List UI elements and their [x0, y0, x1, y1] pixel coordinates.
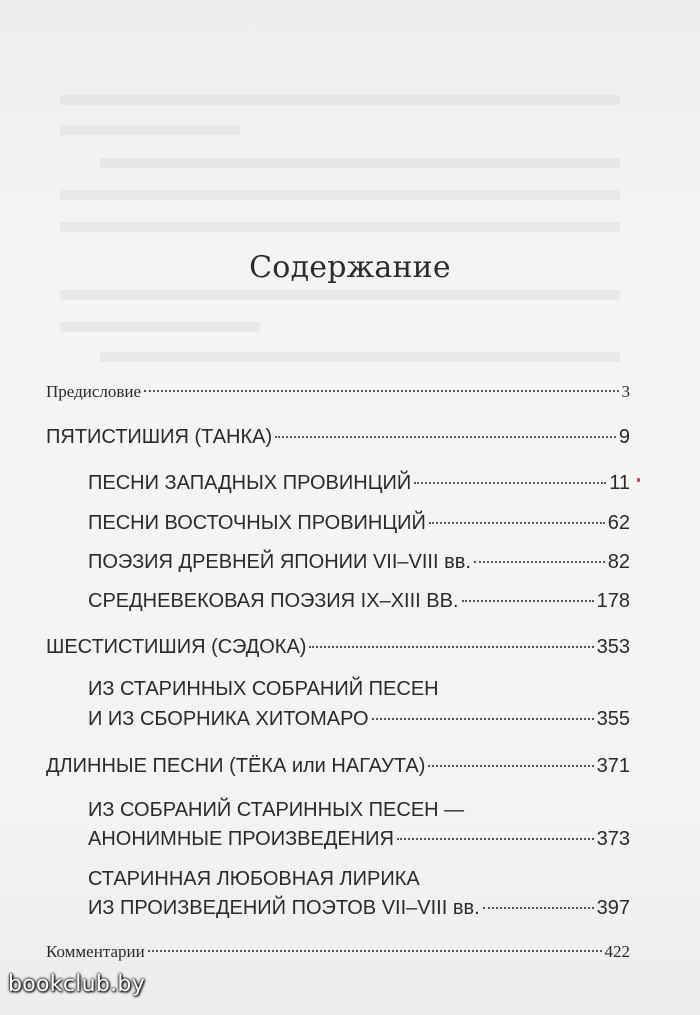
watermark: bookclub.by — [8, 972, 146, 997]
leader-dots — [397, 837, 594, 840]
leader-dots — [372, 717, 594, 720]
toc-entry-title: ПОЭЗИЯ ДРЕВНЕЙ ЯПОНИИ VII–VIII вв. — [88, 551, 471, 573]
toc-entry-page: 422 — [604, 942, 630, 961]
leader-dots — [309, 645, 593, 648]
show-through — [100, 158, 620, 168]
ink-mark — [637, 478, 640, 482]
toc-entry-title: АНОНИМНЫЕ ПРОИЗВЕДЕНИЯ — [88, 828, 394, 850]
toc-entry-title: ДЛИННЫЕ ПЕСНИ (ТЁКА или НАГАУТА) — [46, 755, 426, 777]
leader-dots — [429, 521, 605, 524]
toc-entry-page: 82 — [607, 551, 630, 573]
toc-entry-page: 373 — [596, 828, 630, 850]
toc-entry-page: 371 — [596, 755, 630, 777]
toc-entry-title: ИЗ ПРОИЗВЕДЕНИЙ ПОЭТОВ VII–VIII вв. — [88, 897, 480, 919]
show-through — [60, 322, 260, 332]
toc-entry — [88, 551, 630, 574]
toc-entry — [88, 897, 630, 920]
toc-entry — [46, 426, 630, 449]
show-through — [60, 290, 620, 300]
toc-entry — [88, 472, 630, 495]
toc-entry-title: И ИЗ СБОРНИКА ХИТОМАРО — [88, 708, 369, 730]
leader-dots — [144, 389, 618, 392]
toc-entry — [46, 942, 630, 962]
toc-entry-page: 355 — [596, 708, 630, 730]
toc-entry-title: ПЕСНИ ВОСТОЧНЫХ ПРОВИНЦИЙ — [88, 512, 426, 534]
show-through — [60, 190, 620, 200]
toc-entry-title-line1: СТАРИННАЯ ЛЮБОВНАЯ ЛИРИКА — [88, 868, 420, 890]
show-through — [100, 352, 620, 362]
leader-dots — [474, 560, 605, 563]
toc-entry-page: 9 — [618, 426, 630, 448]
leader-dots — [148, 949, 602, 952]
toc-entry — [88, 512, 630, 535]
page-title: Содержание — [249, 250, 451, 285]
toc-entry-page: 3 — [621, 382, 630, 401]
toc-entry — [88, 708, 630, 731]
show-through — [60, 222, 620, 232]
toc-entry — [88, 828, 630, 851]
toc-entry-page: 397 — [596, 897, 630, 919]
toc-entry — [46, 382, 630, 402]
toc-entry-page: 11 — [609, 472, 630, 494]
show-through — [60, 95, 620, 105]
show-through — [60, 125, 240, 135]
toc-entry — [88, 590, 630, 613]
toc-entry — [46, 636, 630, 659]
toc-entry-title: Предисловие — [46, 382, 142, 401]
toc-entry — [46, 755, 630, 778]
leader-dots — [462, 599, 594, 602]
leader-dots — [483, 906, 594, 909]
leader-dots — [428, 764, 593, 767]
toc-entry-page: 62 — [607, 512, 630, 534]
toc-entry-title-line1: ИЗ СТАРИННЫХ СОБРАНИЙ ПЕСЕН — [88, 678, 439, 700]
toc-entry-title: ПЕСНИ ЗАПАДНЫХ ПРОВИНЦИЙ — [88, 472, 412, 494]
leader-dots — [414, 481, 606, 484]
toc-entry-title: ШЕСТИСТИШИЯ (СЭДОКА) — [46, 636, 307, 658]
toc-entry-title: Комментарии — [46, 942, 145, 961]
toc-entry-title-line1: ИЗ СОБРАНИЙ СТАРИННЫХ ПЕСЕН — — [88, 799, 465, 821]
leader-dots — [275, 435, 616, 438]
toc-entry-page: 353 — [596, 636, 630, 658]
toc-entry-title: СРЕДНЕВЕКОВАЯ ПОЭЗИЯ IX–XIII ВВ. — [88, 590, 459, 612]
toc-entry-title: ПЯТИСТИШИЯ (ТАНКА) — [46, 426, 273, 448]
toc-entry-page: 178 — [596, 590, 630, 612]
